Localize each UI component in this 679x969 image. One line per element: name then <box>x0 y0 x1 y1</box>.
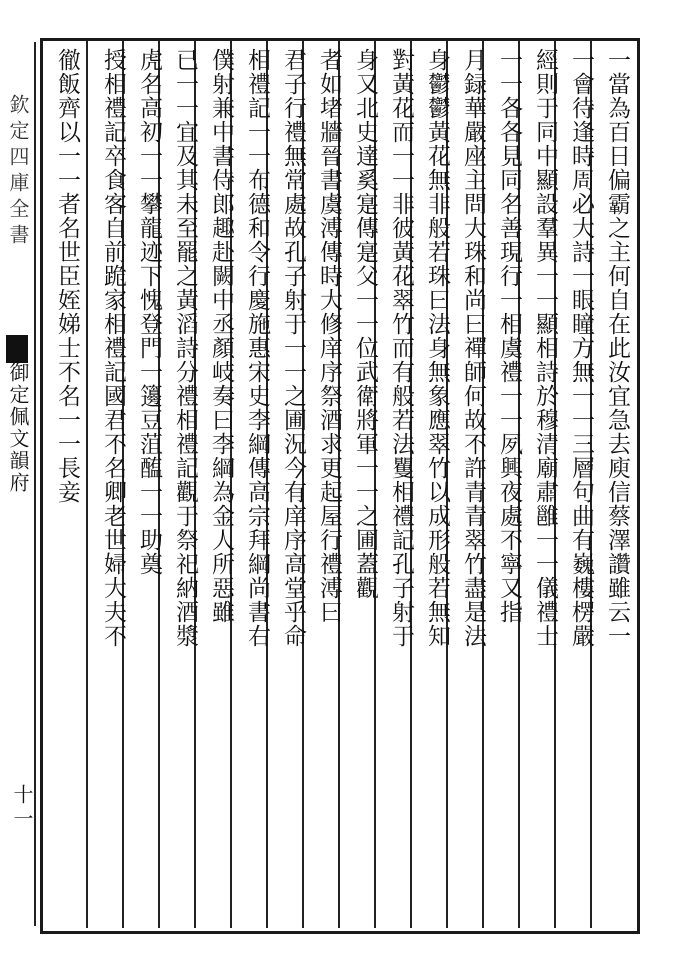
column-text: 身又北史達奚寔傳寔父一一位武衛將軍一一之圃蓋觀 <box>352 48 378 600</box>
column-text: 虎名高初一一攀龍迹下愧登門一籩豆菹醢一一助奠 <box>136 48 162 576</box>
column-text: 身鬱鬱黃花無非般若珠曰法身無象應翠竹以成形般若無知 <box>424 48 450 648</box>
spine-title-fragment: 欽定四庫全書 <box>6 94 30 250</box>
column-text: 徹飯齊以一一者名世臣姪娣士不名一一長妾 <box>54 48 80 504</box>
text-column-15 <box>90 48 136 923</box>
column-text: 僕射兼中書侍郎趣赴闕中丞顏岐奏曰李綱為金人所惡雖 <box>208 48 234 624</box>
column-text: 經則于同中顯設羣異一一顯相詩於穆清廟肅雝一一儀禮士 <box>532 48 558 648</box>
column-text: 已一一宜及其未至罷之黃滔詩分禮相禮記觀于祭祀納酒漿 <box>172 48 198 648</box>
spine-black-bar <box>6 335 28 363</box>
spine-book-title: 御定佩文韻府 <box>6 362 30 494</box>
column-text: 者如堵牆晉書虞溥傳時大修庠序祭酒求更起屋行禮溥曰 <box>316 48 342 624</box>
column-text: 一會待逢時周必大詩一眼瞳方無一一三層句曲有巍樓楞嚴 <box>568 48 594 648</box>
page-number: 十一 <box>10 784 34 832</box>
text-column-16 <box>44 48 90 923</box>
page-spine <box>0 42 36 926</box>
column-text: 月録華嚴座主問大珠和尚曰禪師何故不許青青翠竹盡是法 <box>460 48 486 648</box>
column-text: 一當為百日偏霸之主何自在此汝宜急去庾信蔡澤讚雖云一 <box>604 48 630 648</box>
column-text: 對黃花而一一非彼黃花翠竹而有般若法矍相禮記孔子射于 <box>388 48 414 648</box>
column-text: 相禮記一一布德和令行慶施惠宋史李綱傳高宗拜綱尚書右 <box>244 48 270 648</box>
column-text: 一一各各見同名善現行一相虞禮一一夙興夜處不寧又指 <box>496 48 522 624</box>
column-text: 授相禮記卒食客自前跪家相禮記國君不名卿老世婦大夫不 <box>100 48 126 648</box>
column-text: 君子行禮無常處故孔子射于一一之圃況今有庠序高堂乎命 <box>280 48 306 648</box>
